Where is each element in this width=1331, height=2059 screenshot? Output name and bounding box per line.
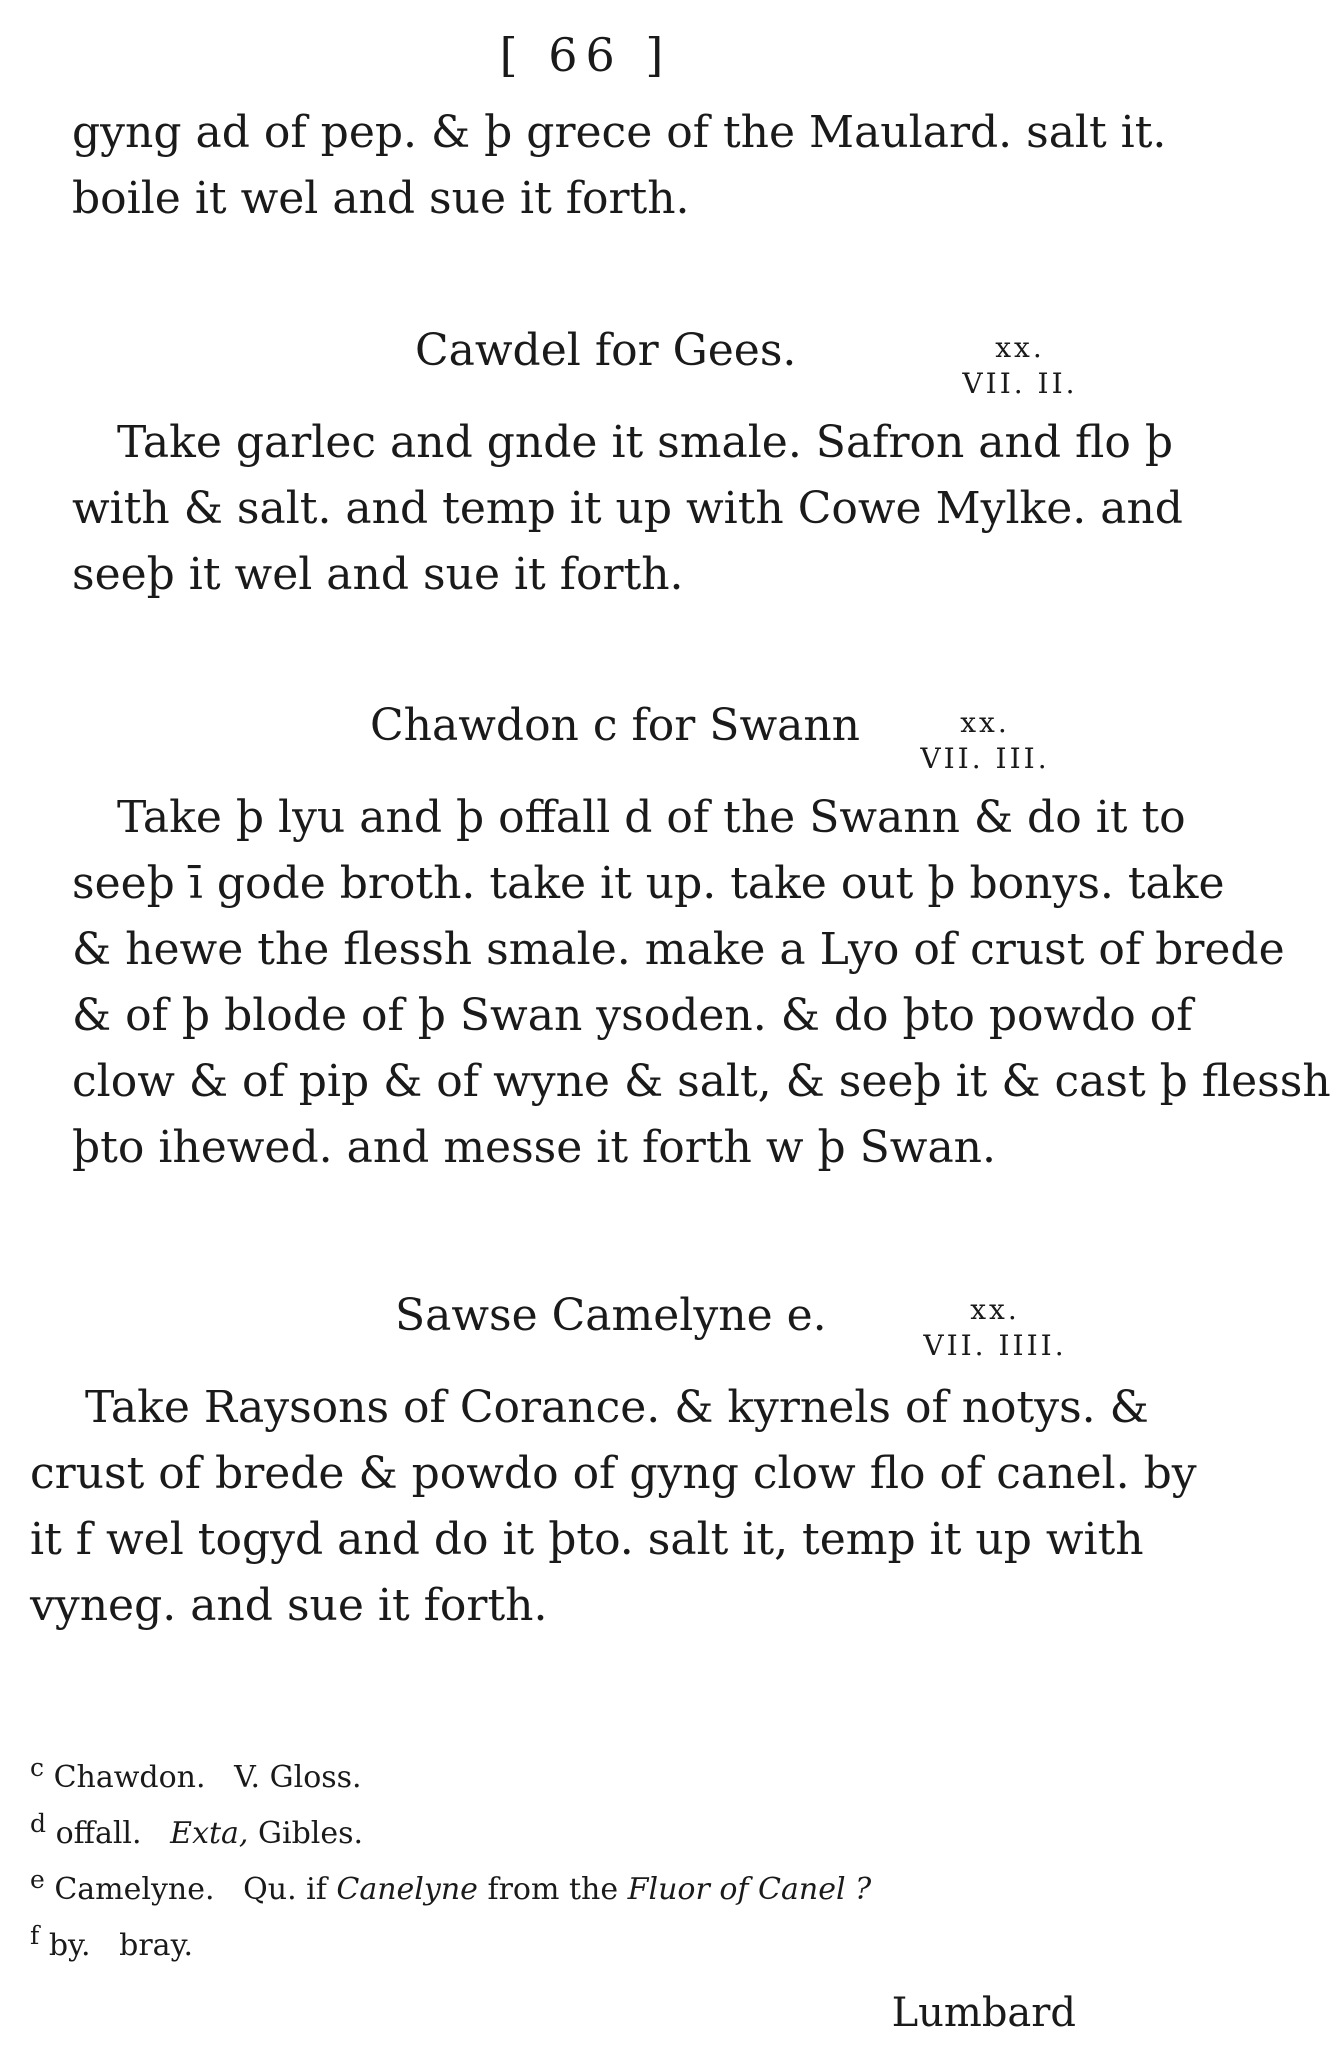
footnote-term: by. [48,1928,91,1963]
recipe-title: Cawdel for Gees. [415,325,797,376]
footnote [30,1801,1130,1857]
footnote-gloss: bray. [119,1928,194,1963]
text-line: clow & of pip & of wyne & salt, & seeþ it & cast þ flessh [72,1056,1331,1107]
text-line: seeþ ī gode broth. take it up. take out þ bonys. take [72,858,1225,909]
recipe-body [72,785,1331,1181]
footnote-gloss-italic: Exta, [170,1816,249,1851]
footnote-mark: e [30,1865,45,1894]
footnote-term: offall. [55,1816,142,1851]
recipe-title: Sawse Camelyne e. [395,1290,827,1341]
text-line: & hewe the flessh smale. make a Lyo of crust of brede [72,924,1285,975]
text-line: & of þ blode of þ Swan ysoden. & do þto powdo of [72,990,1193,1041]
footnote-gloss: Gibles. [258,1816,364,1851]
footnote-gloss: V. Gloss. [234,1760,362,1795]
numeral-bottom: VII. IIII. [923,1329,1067,1362]
recipe-title: Chawdon c for Swann [370,700,861,751]
page-number: [ 66 ] [499,28,672,82]
footnote [30,1913,1130,1969]
recipe-numeral [895,705,1075,777]
text-line: with & salt. and temp it up with Cowe Mylke. and [72,483,1183,534]
footnote-gloss-italic: Fluor of Canel ? [627,1872,872,1907]
footnote [30,1857,1130,1913]
numeral-top: xx. [995,331,1045,364]
text-line: þto ihewed. and messe it forth w þ Swan. [72,1122,996,1173]
footnote-gloss-italic: Canelyne [336,1872,478,1907]
numeral-top: xx. [960,706,1010,739]
footnote-gloss-mid: from the [487,1872,619,1907]
text-line: seeþ it wel and sue it forth. [72,549,684,600]
text-line: Take Raysons of Corance. & kyrnels of notys. & [85,1382,1149,1433]
text-line: gyng ad of pep. & þ grece of the Maulard. salt it. [72,107,1167,158]
footnote-mark: f [30,1921,40,1950]
footnote-mark: d [30,1809,47,1838]
text-line: crust of brede & powdo of gyng clow flo of canel. by [30,1448,1197,1499]
text-line: Take þ lyu and þ offall d of the Swann & do it to [117,792,1186,843]
footnote [30,1745,1130,1801]
numeral-top: xx. [970,1293,1020,1326]
recipe-numeral [905,1292,1085,1364]
footnotes [30,1745,1130,1969]
numeral-bottom: VII. III. [920,742,1050,775]
text-line: it f wel togyd and do it þto. salt it, temp it up with [30,1514,1144,1565]
footnote-term: Chawdon. [53,1760,206,1795]
text-line: boile it wel and sue it forth. [72,173,690,224]
text-line: vyneg. and sue it forth. [30,1580,548,1631]
text-line: Take garlec and gnde it smale. Safron and flo þ [117,417,1174,468]
footnote-mark: c [30,1753,45,1782]
intro-paragraph [72,100,1167,232]
numeral-bottom: VII. II. [962,367,1078,400]
recipe-body [30,1375,1197,1639]
footnote-gloss: Qu. if [243,1872,327,1907]
recipe-body [72,410,1183,608]
footnote-term: Camelyne. [54,1872,215,1907]
recipe-numeral [930,330,1110,402]
catchword: Lumbard [891,1990,1076,2036]
